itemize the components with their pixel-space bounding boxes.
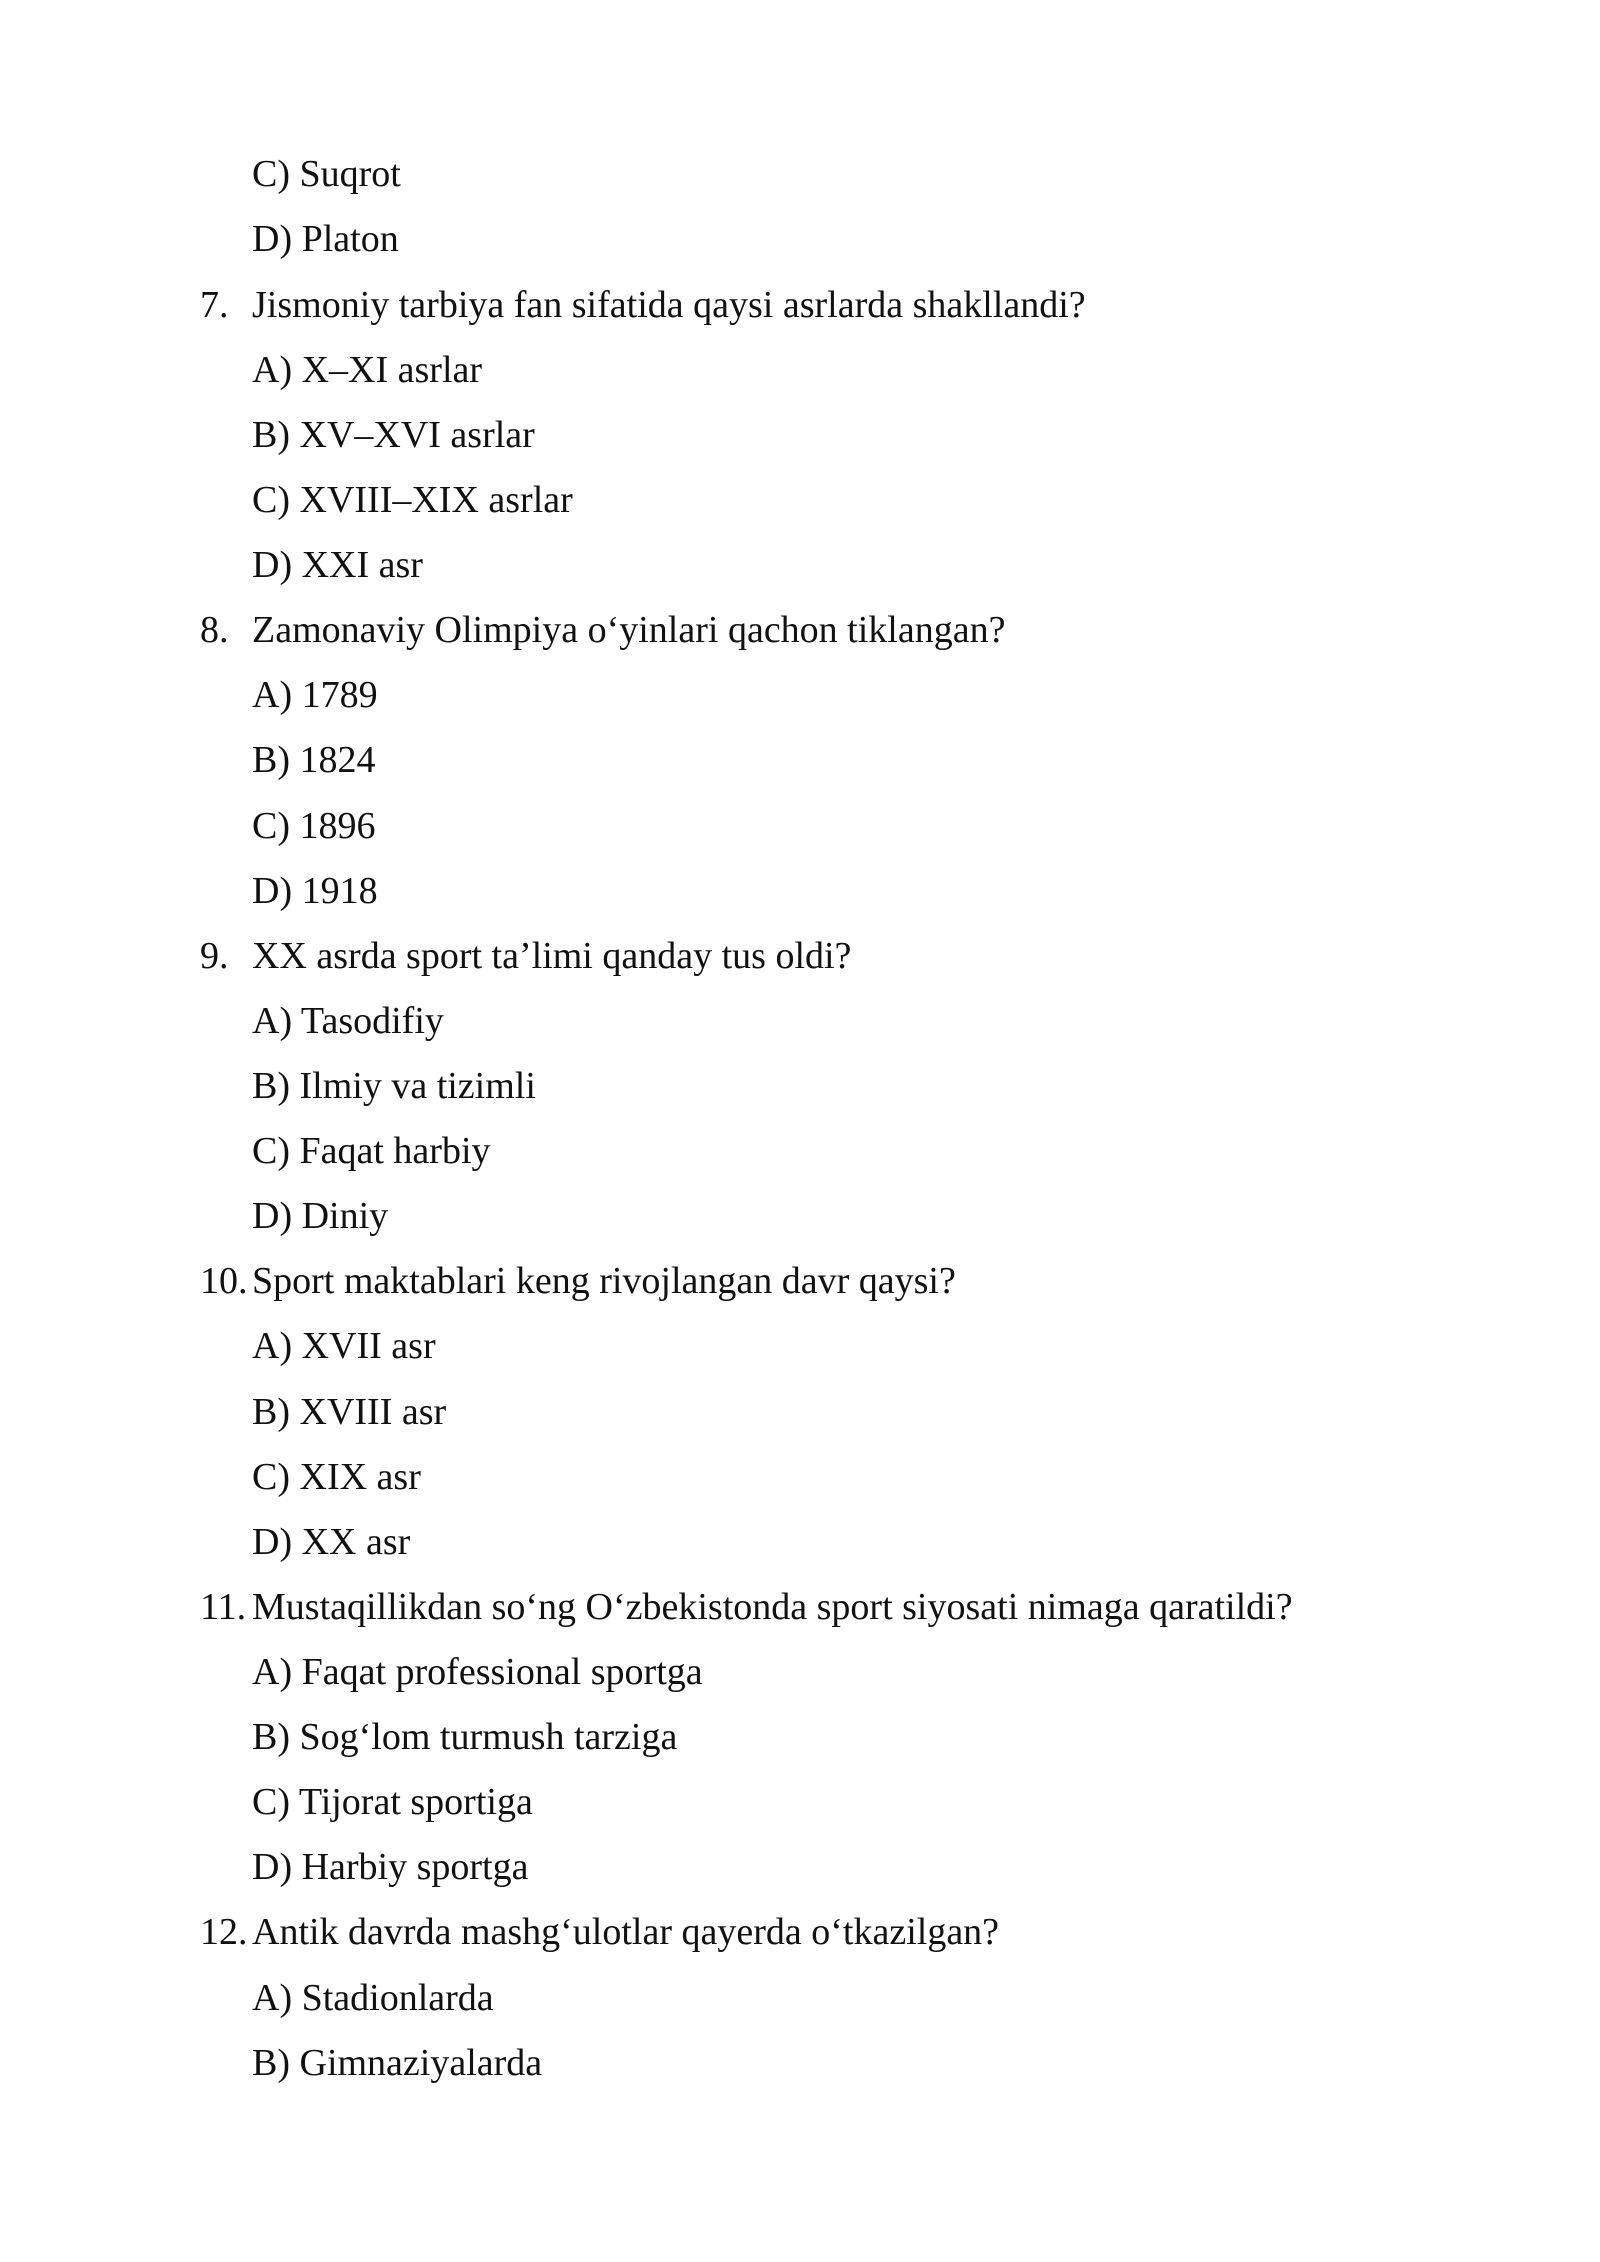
option-line: A) Tasodifiy [252, 1000, 444, 1042]
option-line: D) Harbiy sportga [252, 1846, 529, 1888]
option-line: C) Tijorat sportiga [252, 1781, 533, 1823]
question-number: 8. [200, 609, 229, 651]
question-text: Zamonaviy Olimpiya o‘yinlari qachon tiklangan? [252, 609, 1006, 651]
option-line: A) X–XI asrlar [252, 349, 483, 391]
question-text: Mustaqillikdan so‘ng O‘zbekistonda sport siyosati nimaga qaratildi? [252, 1586, 1293, 1628]
question-number: 7. [200, 284, 229, 326]
question-text: Antik davrda mashg‘ulotlar qayerda o‘tkazilgan? [252, 1911, 1000, 1953]
option-line: C) 1896 [252, 805, 376, 847]
question-number: 12. [200, 1911, 248, 1953]
option-line: C) XVIII–XIX asrlar [252, 479, 573, 521]
option-line: D) Diniy [252, 1195, 389, 1237]
option-line: D) Platon [252, 218, 399, 260]
option-line: B) Ilmiy va tizimli [252, 1065, 536, 1107]
option-line: A) Stadionlarda [252, 1977, 494, 2019]
option-line: B) 1824 [252, 739, 376, 781]
option-line: A) 1789 [252, 674, 378, 716]
option-line: A) XVII asr [252, 1325, 436, 1367]
option-line: A) Faqat professional sportga [252, 1651, 703, 1693]
option-line: D) XX asr [252, 1521, 411, 1563]
option-line: D) XXI asr [252, 544, 423, 586]
question-text: XX asrda sport ta’limi qanday tus oldi? [252, 935, 852, 977]
question-text: Jismoniy tarbiya fan sifatida qaysi asrlarda shakllandi? [252, 284, 1086, 326]
question-number: 11. [200, 1586, 247, 1628]
option-line: B) XVIII asr [252, 1391, 447, 1433]
option-line: D) 1918 [252, 870, 378, 912]
option-line: C) Suqrot [252, 153, 401, 195]
question-number: 9. [200, 935, 229, 977]
option-line: B) Sog‘lom turmush tarziga [252, 1716, 678, 1758]
question-number: 10. [200, 1260, 248, 1302]
option-line: B) XV–XVI asrlar [252, 414, 535, 456]
option-line: B) Gimnaziyalarda [252, 2042, 543, 2084]
option-line: C) XIX asr [252, 1456, 421, 1498]
option-line: C) Faqat harbiy [252, 1130, 491, 1172]
question-text: Sport maktablari keng rivojlangan davr qaysi? [252, 1260, 956, 1302]
